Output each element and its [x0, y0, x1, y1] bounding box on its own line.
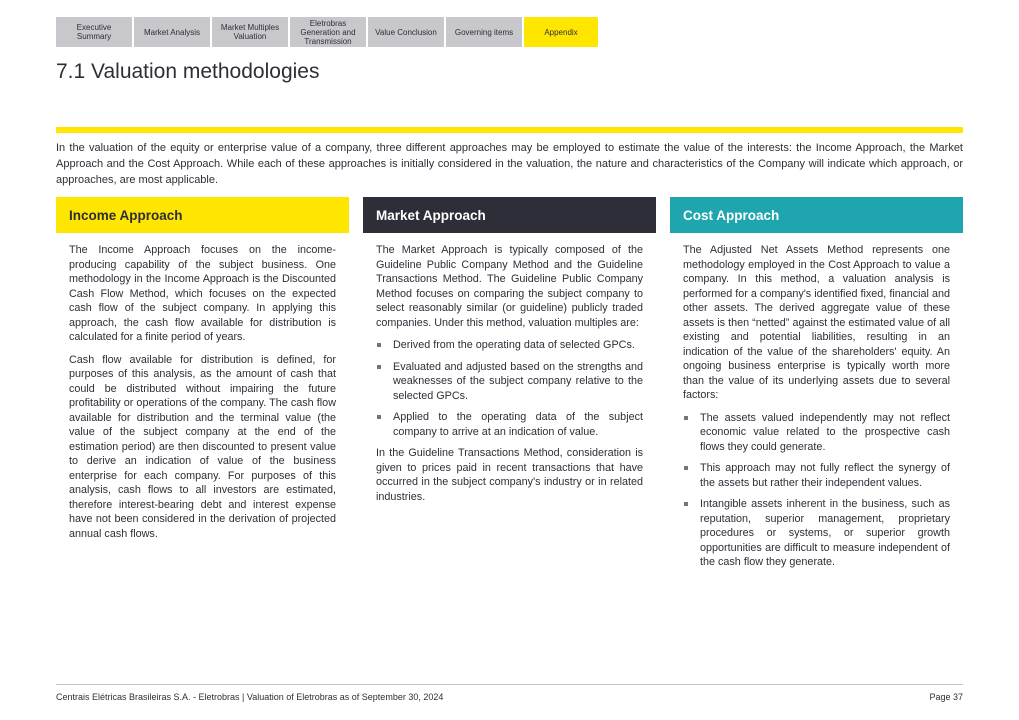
income-paragraph-2: Cash flow available for distribution is defined, for purposes of this analysis, as the amount of cash that could be distributed without impairing the future profitability or operations of the company. The cash flow available for distribution and the terminal value (the value of the subject company at the end of the estimation period) are then discounted to present value to derive an indication of value of the business enterprise for each company. For purposes of this analysis, cash flows to all investors are estimated, therefore interest-bearing debt and interest expense have not been considered in the derivation of projected annual cash flows. [69, 353, 336, 540]
income-approach-column [56, 197, 349, 549]
tab-market-analysis[interactable]: Market Analysis [134, 17, 210, 47]
list-item: Derived from the operating data of selected GPCs. [376, 338, 643, 353]
page-number: Page 37 [929, 692, 963, 702]
cost-bullet-list [683, 411, 950, 570]
cost-approach-column [670, 197, 963, 577]
list-item: Intangible assets inherent in the business, such as reputation, superior management, proprietary procedures or systems, or superior growth opportunities are difficult to measure independent of the cash flow they generate. [683, 497, 950, 570]
tab-value-conclusion[interactable]: Value Conclusion [368, 17, 444, 47]
title-divider [56, 127, 963, 133]
section-tabs [56, 17, 598, 47]
tab-executive-summary[interactable]: Executive Summary [56, 17, 132, 47]
market-paragraph-2: In the Guideline Transactions Method, consideration is given to prices paid in recent transactions that have occurred in the subject company's industry or in related industries. [376, 447, 643, 503]
page-title: 7.1 Valuation methodologies [56, 60, 320, 83]
income-approach-header: Income Approach [56, 197, 349, 233]
tab-market-multiples-valuation[interactable]: Market Multiples Valuation [212, 17, 288, 47]
list-item: This approach may not fully reflect the synergy of the assets but rather their independent values. [683, 461, 950, 490]
income-paragraph-1: The Income Approach focuses on the income-producing capability of the subject business. One methodology in the Income Approach is the Discounted Cash Flow Method, which focuses on the expected cash flow of the subject company. In applying this approach, the cash flow available for distribution is calculated for a finite period of years. [69, 244, 336, 343]
income-approach-body [56, 233, 349, 541]
footer-divider [56, 684, 963, 685]
tab-appendix[interactable]: Appendix [524, 17, 598, 47]
list-item: The assets valued independently may not reflect economic value related to the prospective cash flows they could generate. [683, 411, 950, 455]
cost-approach-body [670, 233, 963, 570]
market-paragraph-1: The Market Approach is typically composed of the Guideline Public Company Method and the Guideline Transactions Method. The Guideline Public Company Method focuses on comparing the subject company to select reasonably similar (or guideline) publicly traded companies. Under this method, valuation multiples are: [376, 244, 643, 329]
cost-paragraph-1: The Adjusted Net Assets Method represents one methodology employed in the Cost Approach to value a company. In this method, a valuation analysis is performed for a company's identified fixed, financial and other assets. The derived aggregate value of these assets is then “netted” against the estimated value of all existing and potential liabilities, resulting in an indication of the value of the shareholders' equity. An ongoing business enterprise is typically worth more than the value of its underlying assets due to several factors: [683, 244, 950, 401]
market-bullet-list [376, 338, 643, 439]
footer-document-title: Centrais Elétricas Brasileiras S.A. - Eletrobras | Valuation of Eletrobras as of September 30, 2024 [56, 692, 444, 702]
cost-approach-header: Cost Approach [670, 197, 963, 233]
tab-governing-items[interactable]: Governing items [446, 17, 522, 47]
market-approach-header: Market Approach [363, 197, 656, 233]
list-item: Applied to the operating data of the subject company to arrive at an indication of value. [376, 410, 643, 439]
market-approach-body [363, 233, 656, 504]
intro-paragraph: In the valuation of the equity or enterprise value of a company, three different approaches may be employed to estimate the value of the interests: the Income Approach, the Market Approach and the Cost Approach. While each of these approaches is initially considered in the valuation, the nature and characteristics of the Company will indicate which approach, or approaches, are most applicable. [56, 142, 963, 186]
market-approach-column [363, 197, 656, 512]
tab-eletrobras-generation-transmission[interactable]: Eletrobras Generation and Transmission [290, 17, 366, 47]
list-item: Evaluated and adjusted based on the strengths and weaknesses of the subject company relative to the selected GPCs. [376, 360, 643, 404]
